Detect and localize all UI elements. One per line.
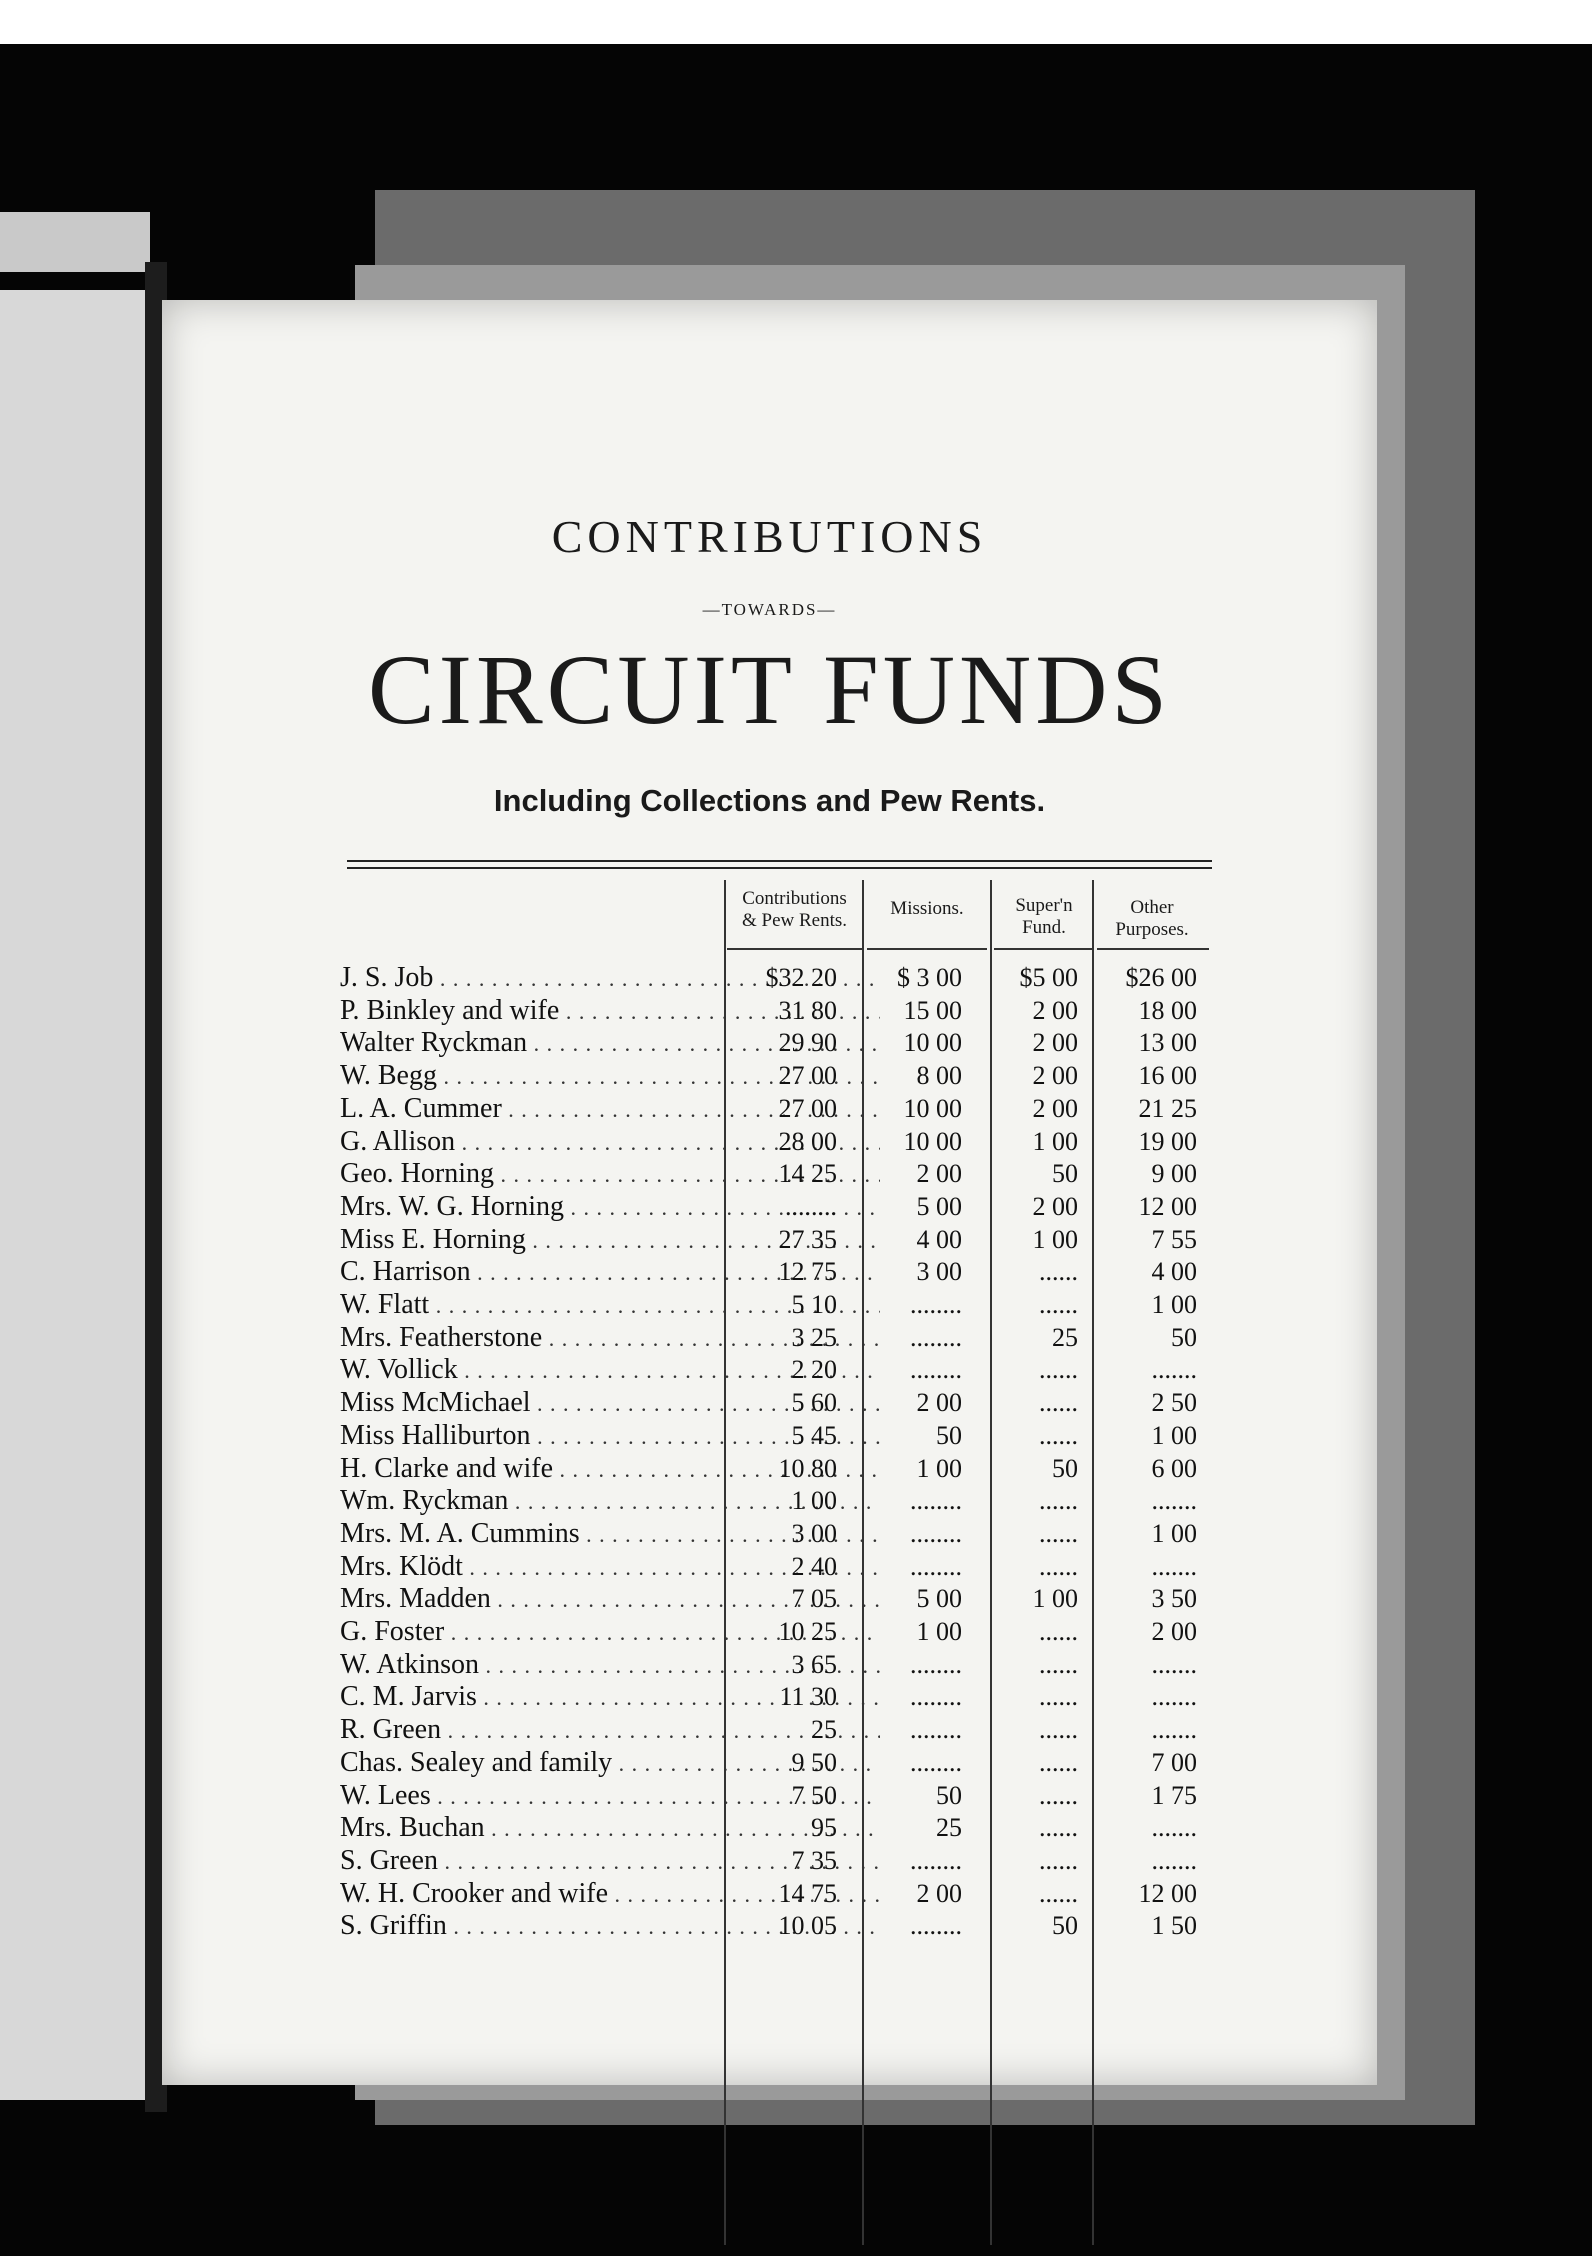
superannuation-amount: ...... — [1039, 1257, 1078, 1287]
table-row — [162, 1420, 1377, 1452]
table-row — [162, 1224, 1377, 1256]
contributor-name: S. Green . . . — [340, 1845, 880, 1878]
contributor-name: G. Allison . . . — [340, 1126, 880, 1159]
contributor-name: Walter Ryckman . . . — [340, 1027, 880, 1060]
other-purposes-amount: 7 55 — [1151, 1224, 1197, 1254]
other-purposes-amount: 2 00 — [1151, 1617, 1197, 1646]
contribution-amount: 10 25 — [778, 1617, 837, 1646]
column-header-underline — [867, 948, 987, 950]
missions-amount: 1 00 — [916, 1453, 962, 1483]
header-rule-top — [347, 860, 1212, 862]
contributor-name: P. Binkley and wife . . . — [340, 995, 880, 1028]
contributor-name: W. Flatt . . . — [340, 1289, 880, 1322]
contribution-amount: ........ — [785, 1191, 837, 1221]
contributor-name: Miss McMichael . . . — [340, 1387, 880, 1420]
superannuation-amount: ...... — [1039, 1682, 1078, 1712]
contribution-amount: 31 80 — [778, 995, 837, 1025]
superannuation-amount: ...... — [1039, 1355, 1078, 1385]
table-row — [162, 1289, 1377, 1321]
contributor-name: W. Begg . . . — [340, 1060, 880, 1093]
contributor-name: H. Clarke and wife . . . — [340, 1453, 880, 1486]
table-row — [162, 1256, 1377, 1288]
table-row — [162, 1027, 1377, 1059]
superannuation-amount: 25 — [1052, 1322, 1078, 1352]
superannuation-amount: $5 00 — [1019, 963, 1078, 992]
missions-amount: 50 — [936, 1780, 962, 1810]
table-row — [162, 1387, 1377, 1419]
contributor-name: Mrs. Klödt . . . — [340, 1551, 880, 1584]
other-purposes-amount: 19 00 — [1138, 1126, 1197, 1156]
column-header-missions — [867, 898, 987, 920]
missions-amount: 10 00 — [903, 1126, 962, 1156]
superannuation-amount: 2 00 — [1032, 995, 1078, 1025]
superannuation-amount: ...... — [1039, 1420, 1078, 1450]
contribution-amount: 10 05 — [778, 1911, 837, 1941]
other-purposes-amount: 1 00 — [1151, 1290, 1197, 1319]
superannuation-amount: 50 — [1052, 1911, 1078, 1941]
contribution-amount: 3 25 — [791, 1322, 837, 1352]
table-row — [162, 1191, 1377, 1223]
table-row — [162, 1780, 1377, 1812]
contribution-amount: 14 75 — [778, 1878, 837, 1908]
other-purposes-amount: 50 — [1171, 1322, 1197, 1352]
column-header-line: Contributions — [742, 888, 847, 909]
column-header-line: Super'n — [1015, 895, 1073, 916]
missions-amount: 50 — [936, 1420, 962, 1450]
contributor-name: W. Lees . . . — [340, 1780, 880, 1813]
missions-amount: 5 00 — [916, 1584, 962, 1614]
other-purposes-amount: 1 50 — [1151, 1911, 1197, 1941]
missions-amount: ........ — [910, 1911, 962, 1941]
contributor-name: Mrs. Buchan . . . — [340, 1812, 880, 1845]
contributor-name: C. Harrison . . . — [340, 1256, 880, 1289]
table-row — [162, 1158, 1377, 1190]
other-purposes-amount: 2 50 — [1151, 1388, 1197, 1418]
table-row — [162, 1910, 1377, 1942]
contribution-amount: 3 65 — [791, 1649, 837, 1679]
heading-towards: —TOWARDS— — [702, 600, 837, 619]
missions-amount: ........ — [910, 1322, 962, 1352]
other-purposes-amount: ....... — [1151, 1813, 1197, 1843]
column-header-line: & Pew Rents. — [741, 910, 848, 931]
table-row — [162, 1126, 1377, 1158]
contributor-name: Mrs. M. A. Cummins . . . — [340, 1518, 880, 1551]
missions-amount: ........ — [910, 1486, 962, 1516]
table-row — [162, 1093, 1377, 1125]
contributor-name: C. M. Jarvis . . . — [340, 1681, 880, 1714]
table-row — [162, 1616, 1377, 1648]
missions-amount: $ 3 00 — [897, 963, 962, 992]
other-purposes-amount: ....... — [1151, 1551, 1197, 1581]
column-header-other — [1097, 897, 1207, 941]
missions-amount: 2 00 — [916, 1388, 962, 1418]
left-page — [0, 290, 160, 2100]
superannuation-amount: ...... — [1039, 1878, 1078, 1908]
page-subtitle: Including Collections and Pew Rents. — [493, 783, 1046, 818]
other-purposes-amount: ....... — [1151, 1682, 1197, 1712]
contributor-name: W. Vollick . . . — [340, 1354, 880, 1387]
missions-amount: ........ — [910, 1518, 962, 1548]
column-header-underline — [727, 948, 862, 950]
other-purposes-amount: 7 00 — [1151, 1747, 1197, 1777]
contribution-amount: 9 50 — [791, 1747, 837, 1777]
table-row — [162, 1878, 1377, 1910]
other-purposes-amount: 12 00 — [1138, 1191, 1197, 1221]
missions-amount: 15 00 — [903, 995, 962, 1025]
contribution-amount: $32 20 — [765, 963, 837, 992]
other-purposes-amount: 9 00 — [1151, 1159, 1197, 1189]
contribution-amount: 1 00 — [791, 1486, 837, 1516]
table-row — [162, 1747, 1377, 1779]
table-row — [162, 1812, 1377, 1844]
superannuation-amount: 1 00 — [1032, 1584, 1078, 1614]
other-purposes-amount: ....... — [1151, 1486, 1197, 1516]
superannuation-amount: ...... — [1039, 1747, 1078, 1777]
table-row — [162, 1354, 1377, 1386]
missions-amount: ........ — [910, 1715, 962, 1745]
contribution-amount: 25 — [811, 1715, 837, 1745]
contributor-name: G. Foster . . . — [340, 1616, 880, 1649]
missions-amount: ........ — [910, 1355, 962, 1385]
other-purposes-amount: 1 00 — [1151, 1518, 1197, 1548]
superannuation-amount: 2 00 — [1032, 1028, 1078, 1058]
superannuation-amount: ...... — [1039, 1486, 1078, 1516]
contribution-amount: 3 00 — [791, 1518, 837, 1548]
missions-amount: 4 00 — [916, 1224, 962, 1254]
superannuation-amount: ...... — [1039, 1813, 1078, 1843]
contribution-amount: 29 90 — [778, 1028, 837, 1058]
other-purposes-amount: ....... — [1151, 1715, 1197, 1745]
contributor-name: J. S. Job . . . — [340, 962, 880, 995]
missions-amount: ........ — [910, 1290, 962, 1319]
missions-amount: 2 00 — [916, 1878, 962, 1908]
table-row — [162, 1714, 1377, 1746]
column-header-underline — [1097, 948, 1209, 950]
contributor-name: S. Griffin . . . — [340, 1910, 880, 1943]
superannuation-amount: ...... — [1039, 1780, 1078, 1810]
other-purposes-amount: 4 00 — [1151, 1257, 1197, 1287]
superannuation-amount: ...... — [1039, 1649, 1078, 1679]
contribution-amount: 7 35 — [791, 1845, 837, 1875]
other-purposes-amount: 18 00 — [1138, 995, 1197, 1025]
contribution-amount: 5 60 — [791, 1388, 837, 1418]
contributor-name: W. Atkinson . . . — [340, 1649, 880, 1682]
contribution-amount: 27 00 — [778, 1061, 837, 1091]
missions-amount: 8 00 — [916, 1061, 962, 1091]
contributor-name: Chas. Sealey and family . . . — [340, 1747, 880, 1780]
contribution-amount: 11 30 — [779, 1682, 837, 1712]
missions-amount: 25 — [936, 1813, 962, 1843]
contribution-amount: 95 — [811, 1813, 837, 1843]
other-purposes-amount: 21 25 — [1138, 1093, 1197, 1123]
contributor-name: Geo. Horning . . . — [340, 1158, 880, 1191]
other-purposes-amount: 1 75 — [1151, 1780, 1197, 1810]
table-row — [162, 1485, 1377, 1517]
superannuation-amount: ...... — [1039, 1518, 1078, 1548]
contributor-name: W. H. Crooker and wife . . . — [340, 1878, 880, 1911]
page-title: CIRCUIT FUNDS — [367, 634, 1172, 745]
superannuation-amount: ...... — [1039, 1845, 1078, 1875]
missions-amount: ........ — [910, 1649, 962, 1679]
missions-amount: ........ — [910, 1551, 962, 1581]
header-rule-bottom — [347, 867, 1212, 869]
contribution-amount: 7 50 — [791, 1780, 837, 1810]
other-purposes-amount: ....... — [1151, 1649, 1197, 1679]
other-purposes-amount: 12 00 — [1138, 1878, 1197, 1908]
superannuation-amount: ...... — [1039, 1617, 1078, 1646]
other-purposes-amount: 16 00 — [1138, 1061, 1197, 1091]
missions-amount: 10 00 — [903, 1028, 962, 1058]
column-header-contributions — [727, 888, 862, 932]
contributor-name: Mrs. Madden . . . — [340, 1583, 880, 1616]
other-purposes-amount: ....... — [1151, 1355, 1197, 1385]
contributor-name: R. Green . . . — [340, 1714, 880, 1747]
superannuation-amount: 2 00 — [1032, 1061, 1078, 1091]
other-purposes-amount: $26 00 — [1125, 963, 1197, 992]
contribution-amount: 2 40 — [791, 1551, 837, 1581]
missions-amount: 1 00 — [916, 1617, 962, 1646]
column-header-underline — [994, 948, 1092, 950]
contribution-amount: 27 35 — [778, 1224, 837, 1254]
superannuation-amount: ...... — [1039, 1290, 1078, 1319]
missions-amount: 3 00 — [916, 1257, 962, 1287]
table-row — [162, 1551, 1377, 1583]
table-row — [162, 1649, 1377, 1681]
column-header-superannuation — [994, 895, 1094, 939]
other-purposes-amount: 3 50 — [1151, 1584, 1197, 1614]
contributor-name: L. A. Cummer . . . — [340, 1093, 880, 1126]
contributor-name: Mrs. Featherstone . . . — [340, 1322, 880, 1355]
superannuation-amount: 2 00 — [1032, 1093, 1078, 1123]
contribution-amount: 14 25 — [778, 1159, 837, 1189]
table-row — [162, 1681, 1377, 1713]
missions-amount: ........ — [910, 1682, 962, 1712]
other-purposes-amount: 13 00 — [1138, 1028, 1197, 1058]
contributor-name: Mrs. W. G. Horning . . . — [340, 1191, 880, 1224]
superannuation-amount: 50 — [1052, 1159, 1078, 1189]
superannuation-amount: 50 — [1052, 1453, 1078, 1483]
table-row — [162, 1453, 1377, 1485]
missions-amount: ........ — [910, 1747, 962, 1777]
superannuation-amount: ...... — [1039, 1388, 1078, 1418]
table-row — [162, 1518, 1377, 1550]
table-row — [162, 1845, 1377, 1877]
superannuation-amount: ...... — [1039, 1715, 1078, 1745]
missions-amount: 10 00 — [903, 1093, 962, 1123]
contributor-name: Miss E. Horning . . . — [340, 1224, 880, 1257]
table-row — [162, 962, 1377, 994]
contributor-name: Miss Halliburton . . . — [340, 1420, 880, 1453]
document-page — [162, 300, 1377, 2085]
other-purposes-amount: 6 00 — [1151, 1453, 1197, 1483]
contribution-amount: 10 80 — [778, 1453, 837, 1483]
missions-amount: 5 00 — [916, 1191, 962, 1221]
contribution-amount: 28 00 — [778, 1126, 837, 1156]
superannuation-amount: 2 00 — [1032, 1191, 1078, 1221]
contributor-name: Wm. Ryckman . . . — [340, 1485, 880, 1518]
column-header-line: Missions. — [890, 898, 964, 919]
heading-contributions: CONTRIBUTIONS — [551, 511, 988, 562]
table-row — [162, 1322, 1377, 1354]
contribution-amount: 5 45 — [791, 1420, 837, 1450]
contribution-amount: 7 05 — [791, 1584, 837, 1614]
superannuation-amount: ...... — [1039, 1551, 1078, 1581]
missions-amount: ........ — [910, 1845, 962, 1875]
column-header-line: Other — [1130, 897, 1174, 918]
table-row — [162, 995, 1377, 1027]
table-row — [162, 1060, 1377, 1092]
missions-amount: 2 00 — [916, 1159, 962, 1189]
left-page-top-edge — [0, 212, 150, 272]
contribution-amount: 2 20 — [791, 1355, 837, 1385]
contribution-amount: 27 00 — [778, 1093, 837, 1123]
contribution-amount: 12 75 — [778, 1257, 837, 1287]
other-purposes-amount: 1 00 — [1151, 1420, 1197, 1450]
contribution-amount: 5 10 — [791, 1290, 837, 1319]
table-row — [162, 1583, 1377, 1615]
column-header-line: Fund. — [1022, 917, 1066, 938]
superannuation-amount: 1 00 — [1032, 1126, 1078, 1156]
superannuation-amount: 1 00 — [1032, 1224, 1078, 1254]
column-header-line: Purposes. — [1115, 919, 1189, 940]
other-purposes-amount: ....... — [1151, 1845, 1197, 1875]
